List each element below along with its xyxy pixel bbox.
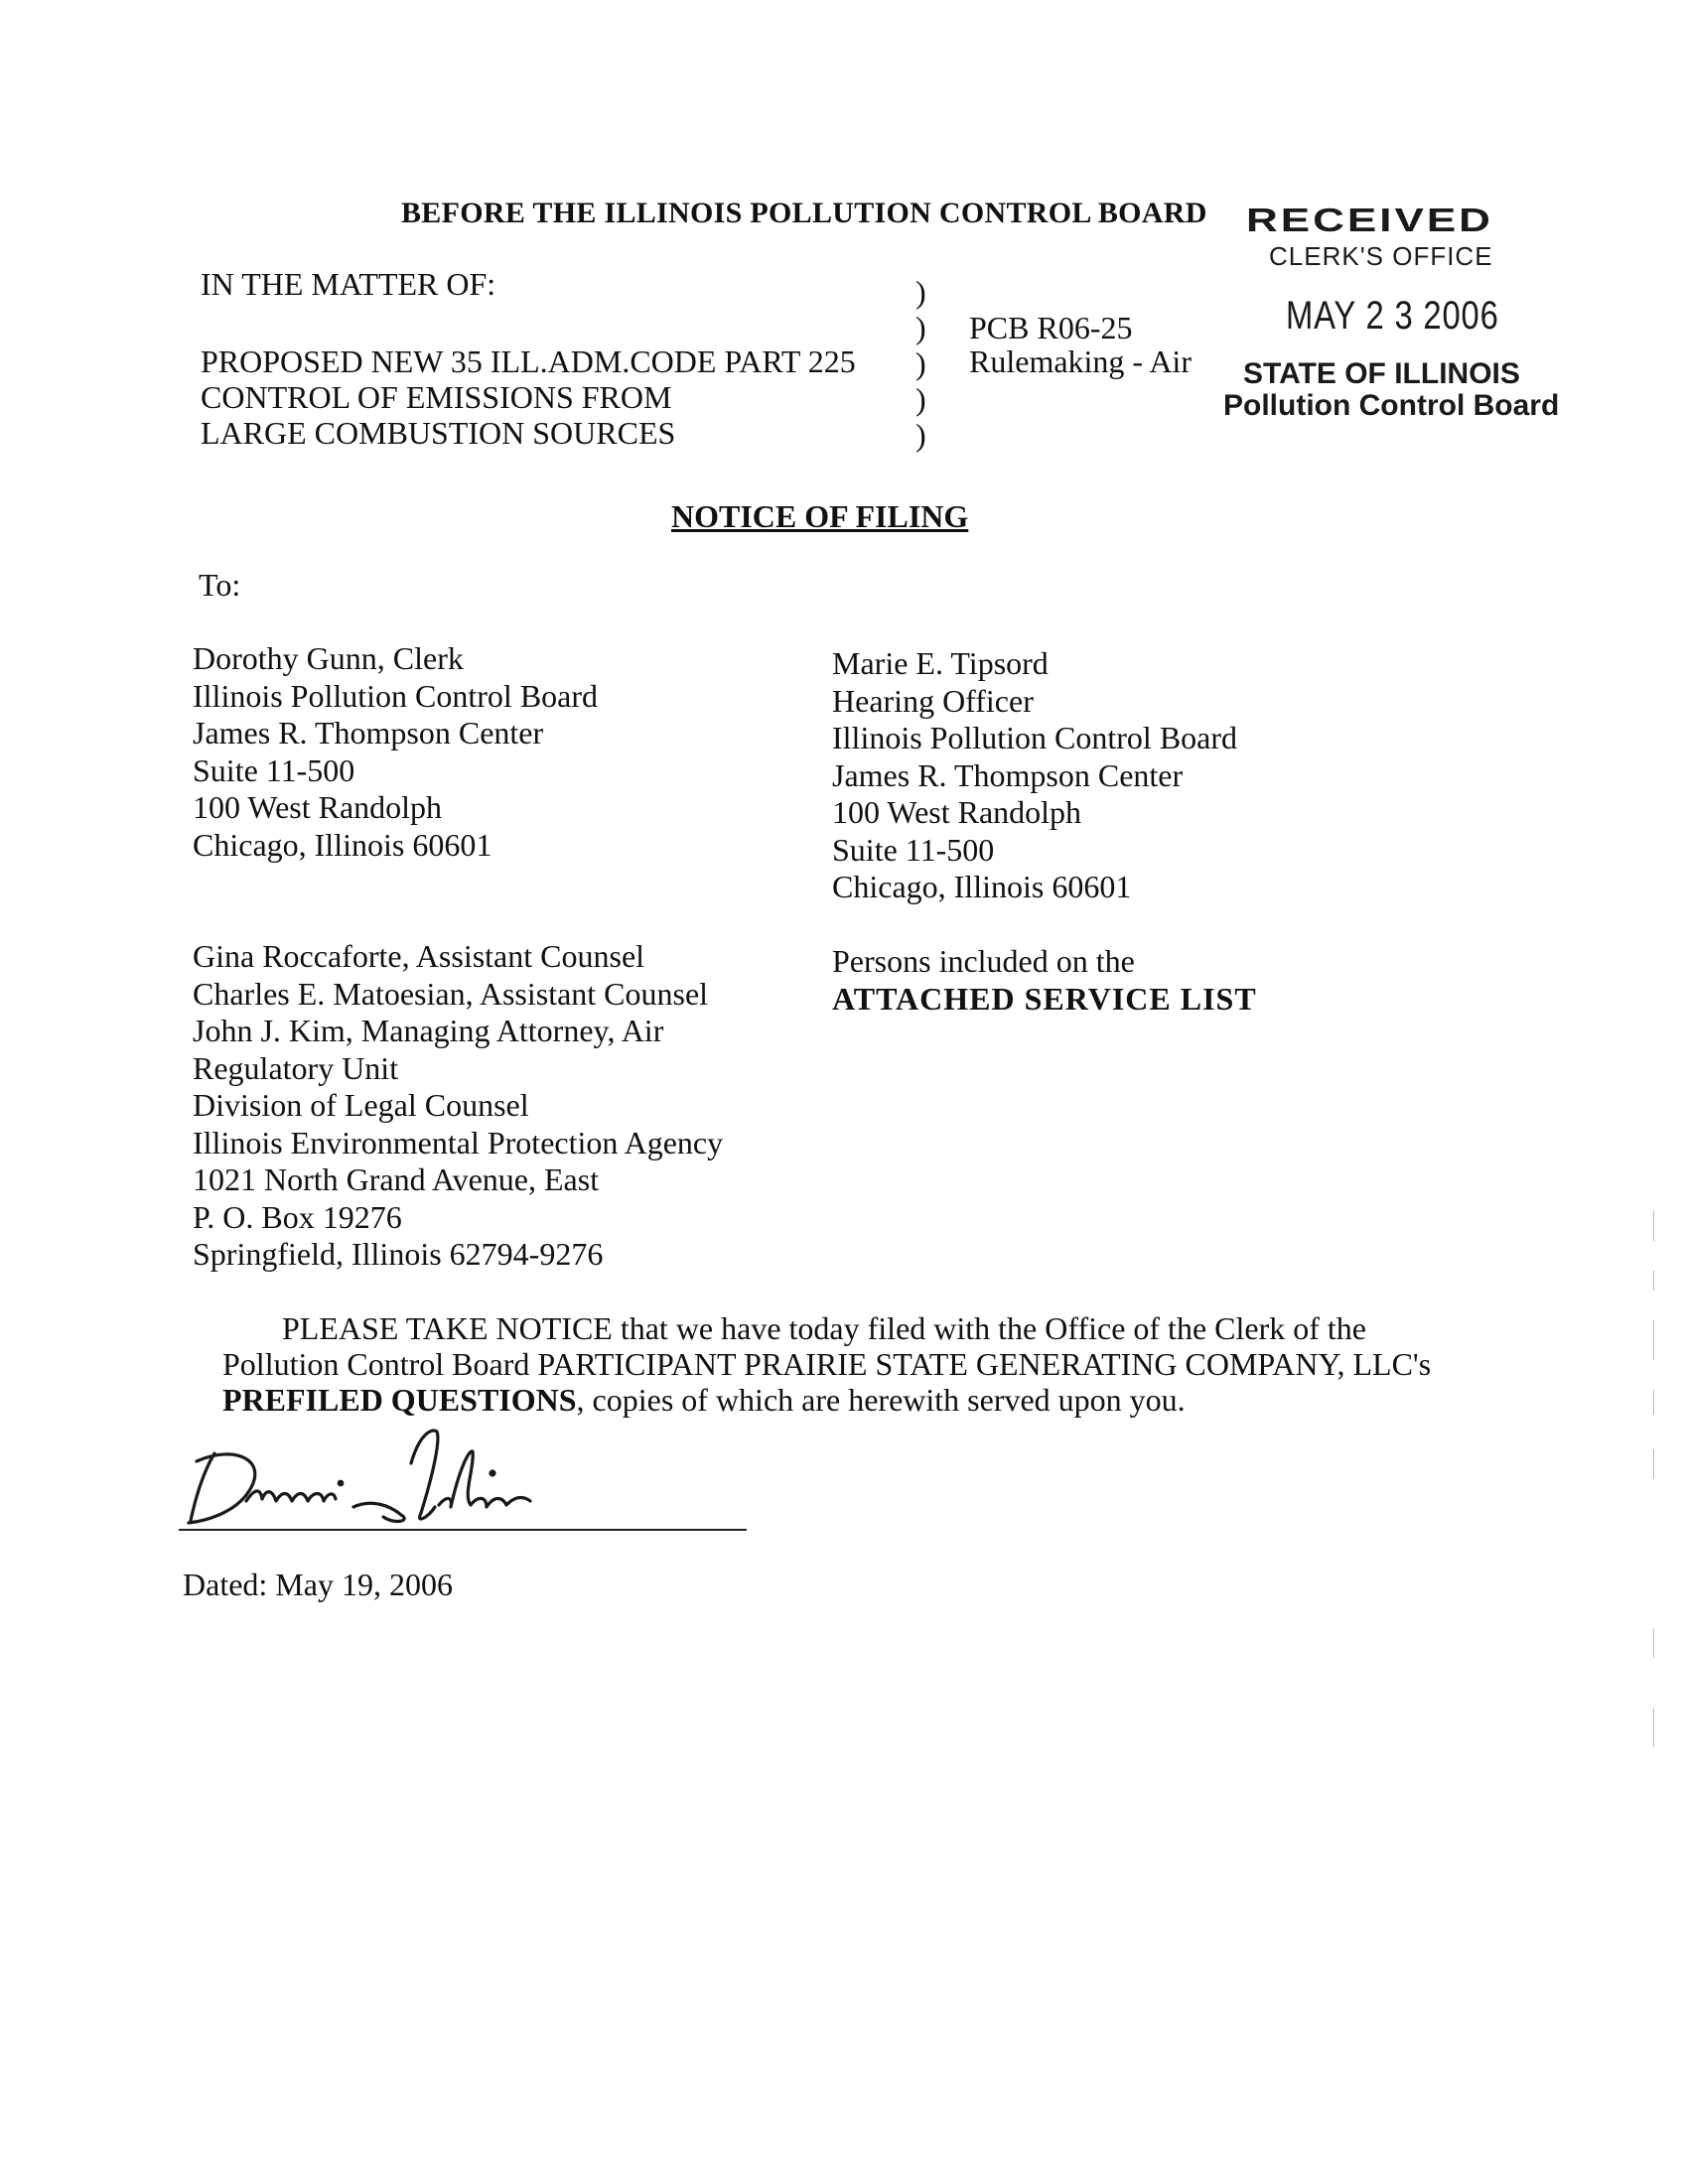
- address-line: Division of Legal Counsel: [193, 1087, 529, 1123]
- address-line: Suite 11-500: [193, 751, 355, 788]
- dated-line: Dated: May 19, 2006: [183, 1567, 453, 1602]
- service-list-intro: Persons included on the: [832, 943, 1135, 979]
- paragraph-line: PLEASE TAKE NOTICE that we have today filed with the Office of the Clerk of the: [282, 1310, 1366, 1346]
- paragraph-line-rest: , copies of which are herewith served upon you.: [576, 1382, 1186, 1418]
- stamp-date: MAY 2 3 2006: [1286, 294, 1499, 338]
- signature-image: [177, 1422, 751, 1531]
- address-line: Hearing Officer: [832, 682, 1034, 719]
- document-header: BEFORE THE ILLINOIS POLLUTION CONTROL BOARD: [401, 197, 1207, 229]
- scan-marks: [1652, 1211, 1656, 1807]
- address-line: James R. Thompson Center: [193, 715, 544, 751]
- proposal-line: PROPOSED NEW 35 ILL.ADM.CODE PART 225: [201, 343, 856, 379]
- address-line: Springfield, Illinois 62794-9276: [193, 1236, 604, 1272]
- proposal-line: LARGE COMBUSTION SOURCES: [201, 415, 676, 451]
- address-line: Charles E. Matoesian, Assistant Counsel: [193, 975, 709, 1012]
- recipient-block-clerk: [193, 640, 598, 864]
- address-line: P. O. Box 19276: [193, 1198, 402, 1235]
- recipient-block-hearing-officer: [832, 645, 1237, 906]
- proposal-line: CONTROL OF EMISSIONS FROM: [201, 379, 672, 415]
- address-line: Suite 11-500: [832, 831, 995, 868]
- case-type: Rulemaking - Air: [969, 343, 1192, 379]
- signature-line: [179, 1529, 747, 1531]
- notice-title: NOTICE OF FILING: [671, 498, 969, 534]
- recipient-block-iepa: [193, 938, 723, 1274]
- address-line: 100 West Randolph: [832, 794, 1082, 830]
- case-number: PCB R06-25: [969, 310, 1133, 345]
- received-stamp: RECEIVED: [1246, 202, 1493, 239]
- address-line: Chicago, Illinois 60601: [832, 869, 1132, 904]
- matter-label: IN THE MATTER OF:: [201, 266, 496, 302]
- caption-paren: ): [915, 381, 926, 417]
- address-line: Illinois Pollution Control Board: [832, 720, 1238, 755]
- address-line: Illinois Environmental Protection Agency: [193, 1124, 724, 1160]
- address-line: Marie E. Tipsord: [832, 645, 1049, 681]
- prefiled-questions-label: PREFILED QUESTIONS: [222, 1382, 577, 1418]
- paragraph-line: [222, 1382, 1431, 1418]
- notice-paragraph: [222, 1310, 1431, 1418]
- to-label: To:: [199, 567, 241, 603]
- address-line: James R. Thompson Center: [832, 756, 1184, 793]
- address-line: 100 West Randolph: [193, 789, 443, 825]
- recipient-block-service-list: [832, 943, 1257, 1018]
- service-list-label: ATTACHED SERVICE LIST: [832, 980, 1257, 1017]
- stamp-state: STATE OF ILLINOIS: [1243, 357, 1520, 390]
- address-line: Dorothy Gunn, Clerk: [193, 640, 464, 676]
- caption-paren: ): [915, 310, 926, 345]
- address-line: Illinois Pollution Control Board: [193, 677, 599, 714]
- address-line: John J. Kim, Managing Attorney, Air: [193, 1013, 664, 1048]
- address-line: 1021 North Grand Avenue, East: [193, 1161, 600, 1197]
- address-line: Chicago, Illinois 60601: [193, 826, 492, 863]
- caption-paren: ): [915, 274, 926, 310]
- caption-paren: ): [915, 417, 926, 453]
- paragraph-line: Pollution Control Board PARTICIPANT PRAIRIE STATE GENERATING COMPANY, LLC's: [222, 1346, 1432, 1382]
- caption-paren: ): [915, 345, 926, 381]
- address-line: Regulatory Unit: [193, 1049, 399, 1086]
- stamp-clerks-office: CLERK'S OFFICE: [1269, 241, 1493, 271]
- stamp-board: Pollution Control Board: [1223, 389, 1560, 422]
- address-line: Gina Roccaforte, Assistant Counsel: [193, 938, 645, 974]
